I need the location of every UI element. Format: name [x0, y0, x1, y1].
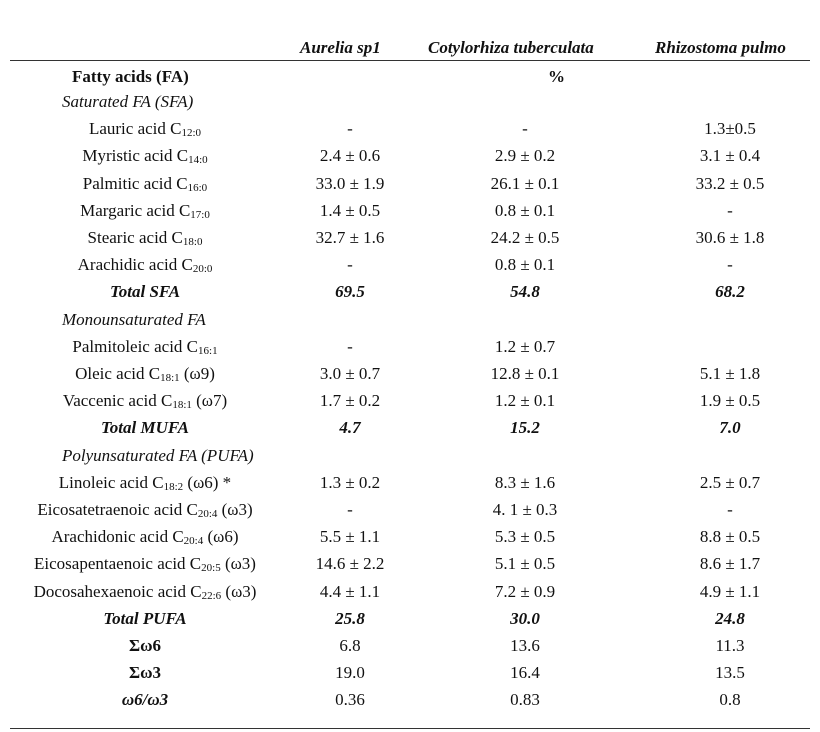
- value-cell: -: [727, 255, 733, 275]
- value-cell: 8.6 ± 1.7: [699, 554, 761, 574]
- value-cell: 8.3 ± 1.6: [494, 472, 556, 492]
- value-cell: 2.4 ± 0.6: [319, 146, 381, 166]
- value-cell: 0.8: [719, 690, 741, 710]
- value-cell: 4.4 ± 1.1: [319, 581, 381, 601]
- fatty-acid-name: Stearic acid $C_{18:0}$: [87, 228, 203, 248]
- table-row: [0, 500, 820, 527]
- fatty-acid-name: Margaric acid $C_{17:0}$: [80, 200, 210, 221]
- fatty-acid-name: Eicosapentaenoic acid $C_{20:5}$ (ω3): [34, 554, 256, 575]
- table-row: [0, 527, 820, 554]
- value-cell: 3.0 ± 0.7: [319, 364, 381, 383]
- bottom-rule: [10, 728, 810, 729]
- fatty-acid-name: Lauric acid $C_{12:0}$: [88, 119, 202, 140]
- value-cell: 54.8: [510, 282, 540, 302]
- value-cell: 15.2: [510, 418, 540, 438]
- value-cell: 30.6 ± 1.8: [695, 228, 765, 247]
- value-cell: 1.2 ± 0.7: [494, 336, 556, 356]
- value-cell: 32.7 ± 1.6: [315, 228, 385, 247]
- table-row: [0, 174, 820, 201]
- table-row: [0, 228, 820, 255]
- value-cell: 33.2 ± 0.5: [695, 173, 765, 193]
- value-cell: 0.83: [510, 690, 540, 710]
- value-cell: 11.3: [715, 636, 745, 655]
- section-label: Saturated FA (SFA): [62, 92, 194, 111]
- table-row: [0, 663, 820, 690]
- table-row: [0, 554, 820, 581]
- section-heading: [0, 92, 820, 119]
- section-heading: [0, 310, 820, 337]
- table-row: [0, 690, 820, 717]
- fatty-acid-name: ω6/ω3: [121, 690, 169, 710]
- value-cell: 5.1 ± 0.5: [494, 554, 556, 574]
- fatty-acid-name: Σω6: [128, 636, 162, 655]
- column-header-aurelia: Aurelia sp1: [300, 38, 381, 57]
- table-row: [0, 418, 820, 445]
- fatty-acid-name: Arachidic acid $C_{20:0}$: [77, 255, 213, 276]
- table-row: [0, 609, 820, 636]
- value-cell: 4. 1 ± 0.3: [492, 500, 558, 519]
- value-cell: 68.2: [715, 282, 745, 302]
- value-cell: -: [727, 200, 733, 220]
- value-cell: 0.36: [335, 690, 365, 710]
- value-cell: 14.6 ± 2.2: [315, 554, 385, 574]
- fatty-acid-name: Docosahexaenoic acid $C_{22:6}$ (ω3): [33, 581, 257, 602]
- header-rule: [10, 60, 810, 61]
- value-cell: 69.5: [335, 282, 365, 302]
- value-cell: 2.9 ± 0.2: [494, 146, 556, 166]
- table-row: [0, 391, 820, 418]
- value-cell: 33.0 ± 1.9: [315, 173, 385, 193]
- table-row: [0, 146, 820, 173]
- value-cell: -: [347, 119, 353, 139]
- table-row: [0, 636, 820, 663]
- value-cell: 0.8 ± 0.1: [494, 200, 556, 220]
- value-cell: 24.2 ± 0.5: [490, 228, 560, 247]
- value-cell: 24.8: [715, 608, 745, 628]
- value-cell: -: [347, 500, 353, 519]
- table-row: [0, 201, 820, 228]
- value-cell: 1.9 ± 0.5: [699, 391, 761, 411]
- value-cell: 7.2 ± 0.9: [494, 581, 556, 601]
- fatty-acid-name: Linoleic acid $C_{18:2}$ (ω6) *: [58, 472, 232, 493]
- fatty-acid-name: Total MUFA: [100, 418, 190, 438]
- value-cell: 3.1 ± 0.4: [699, 146, 761, 166]
- value-cell: 1.3±0.5: [704, 119, 756, 139]
- column-header-rhizostoma: Rhizostoma pulmo: [655, 38, 786, 57]
- value-cell: 1.2 ± 0.1: [494, 391, 556, 411]
- value-cell: 16.4: [510, 663, 540, 683]
- fatty-acid-name: Arachidonic acid $C_{20:4}$ (ω6): [51, 527, 239, 548]
- value-cell: 13.5: [715, 663, 745, 683]
- value-cell: 2.5 ± 0.7: [699, 472, 761, 492]
- value-cell: 5.1 ± 1.8: [699, 364, 761, 383]
- value-cell: 8.8 ± 0.5: [699, 527, 761, 547]
- value-cell: 1.4 ± 0.5: [319, 200, 381, 220]
- value-cell: 26.1 ± 0.1: [490, 173, 560, 193]
- value-cell: 0.8 ± 0.1: [494, 255, 556, 275]
- value-cell: 1.7 ± 0.2: [319, 391, 381, 411]
- value-cell: 12.8 ± 0.1: [490, 364, 560, 383]
- value-cell: 25.8: [335, 608, 365, 628]
- value-cell: -: [347, 255, 353, 275]
- column-header-cotylorhiza: Cotylorhiza tuberculata: [428, 38, 594, 57]
- value-cell: 19.0: [335, 663, 365, 683]
- table-row: [0, 255, 820, 282]
- section-heading: [0, 446, 820, 473]
- fatty-acid-name: Palmitic acid $C_{16:0}$: [82, 173, 208, 194]
- value-cell: 7.0: [719, 418, 741, 438]
- section-label: Monounsaturated FA: [62, 309, 206, 329]
- value-cell: 4.7: [339, 418, 361, 438]
- value-cell: -: [727, 500, 733, 519]
- value-cell: -: [522, 119, 528, 139]
- value-cell: 30.0: [510, 608, 540, 628]
- fatty-acid-name: Myristic acid $C_{14:0}$: [82, 146, 208, 167]
- value-cell: -: [347, 336, 353, 356]
- section-label: Polyunsaturated FA (PUFA): [62, 445, 254, 465]
- value-cell: 13.6: [510, 636, 540, 655]
- fatty-acid-name: Σω3: [128, 663, 162, 683]
- fatty-acid-name: Palmitoleic acid $C_{16:1}$: [72, 336, 218, 357]
- table-row: [0, 582, 820, 609]
- value-cell: 5.3 ± 0.5: [494, 527, 556, 547]
- row-label-header: Fatty acids (FA): [72, 67, 189, 86]
- fatty-acid-name: Oleic acid $C_{18:1}$ (ω9): [75, 364, 215, 384]
- table-row: [0, 337, 820, 364]
- value-cell: 6.8: [339, 636, 361, 655]
- table-row: [0, 119, 820, 146]
- fatty-acid-name: Eicosatetraenoic acid $C_{20:4}$ (ω3): [37, 500, 253, 520]
- value-cell: 5.5 ± 1.1: [319, 527, 381, 547]
- unit-header: %: [548, 67, 565, 86]
- value-cell: 4.9 ± 1.1: [699, 581, 761, 601]
- table-row: [0, 364, 820, 391]
- table-row: [0, 282, 820, 309]
- value-cell: 1.3 ± 0.2: [319, 472, 381, 492]
- fatty-acid-name: Vaccenic acid $C_{18:1}$ (ω7): [62, 391, 228, 412]
- table-row: [0, 473, 820, 500]
- fatty-acid-name: Total SFA: [109, 282, 181, 302]
- fatty-acid-name: Total PUFA: [103, 608, 187, 628]
